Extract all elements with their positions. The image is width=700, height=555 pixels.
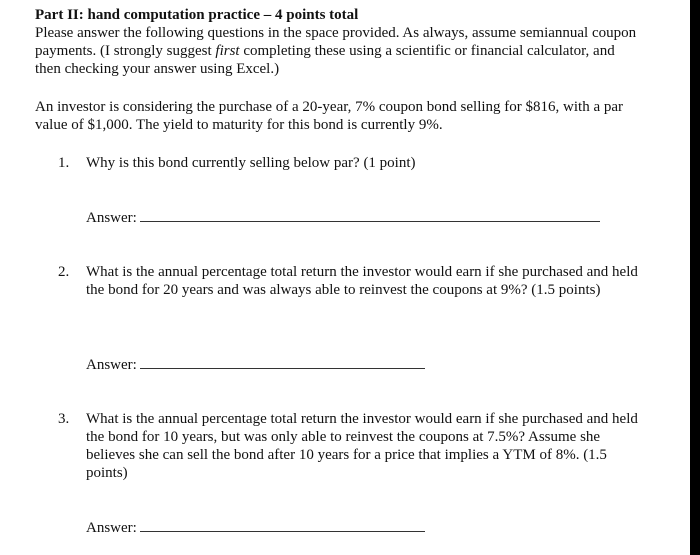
question-number: 1. [58,155,70,171]
question-text: What is the annual percentage total return the investor would earn if she purchased and held the bond for 10 years, but was only able to reinvest the coupons at 7.5%? Assume she believes she can sell the bond after 10 years for a price that implies a YTM of 8%. (1.5 points) [86,411,638,481]
answer-3 [86,519,425,537]
answer-2 [86,356,425,374]
answer-blank-line[interactable] [140,209,600,222]
instructions-text-start: Please answer the following questions in the space provided. As always, assume semiannual coupon payments. (I strongly suggest [35,25,637,59]
answer-1 [86,209,600,227]
question-number: 2. [58,264,70,280]
question-text: Why is this bond currently selling below par? (1 point) [86,155,416,171]
answer-label: Answer: [86,357,137,373]
question-text: What is the annual percentage total return the investor would earn if she purchased and held the bond for 20 years and was always able to reinvest the coupons at 9%? (1.5 points) [86,264,638,298]
instructions-paragraph [35,24,640,78]
question-number: 3. [58,411,70,427]
section-title: Part II: hand computation practice – 4 points total [35,7,359,23]
instructions-emphasis: first [215,43,240,59]
screen-edge-border [690,0,700,555]
answer-label: Answer: [86,210,137,226]
instructions-text-end: completing these using a scientific or financial calculator, and then checking your answer using Excel.) [35,43,615,77]
answer-blank-line[interactable] [140,519,425,532]
scenario-paragraph: An investor is considering the purchase of a 20-year, 7% coupon bond selling for $816, with a par value of $1,000. The yield to maturity for this bond is currently 9%. [35,99,624,133]
answer-blank-line[interactable] [140,356,425,369]
answer-label: Answer: [86,520,137,536]
